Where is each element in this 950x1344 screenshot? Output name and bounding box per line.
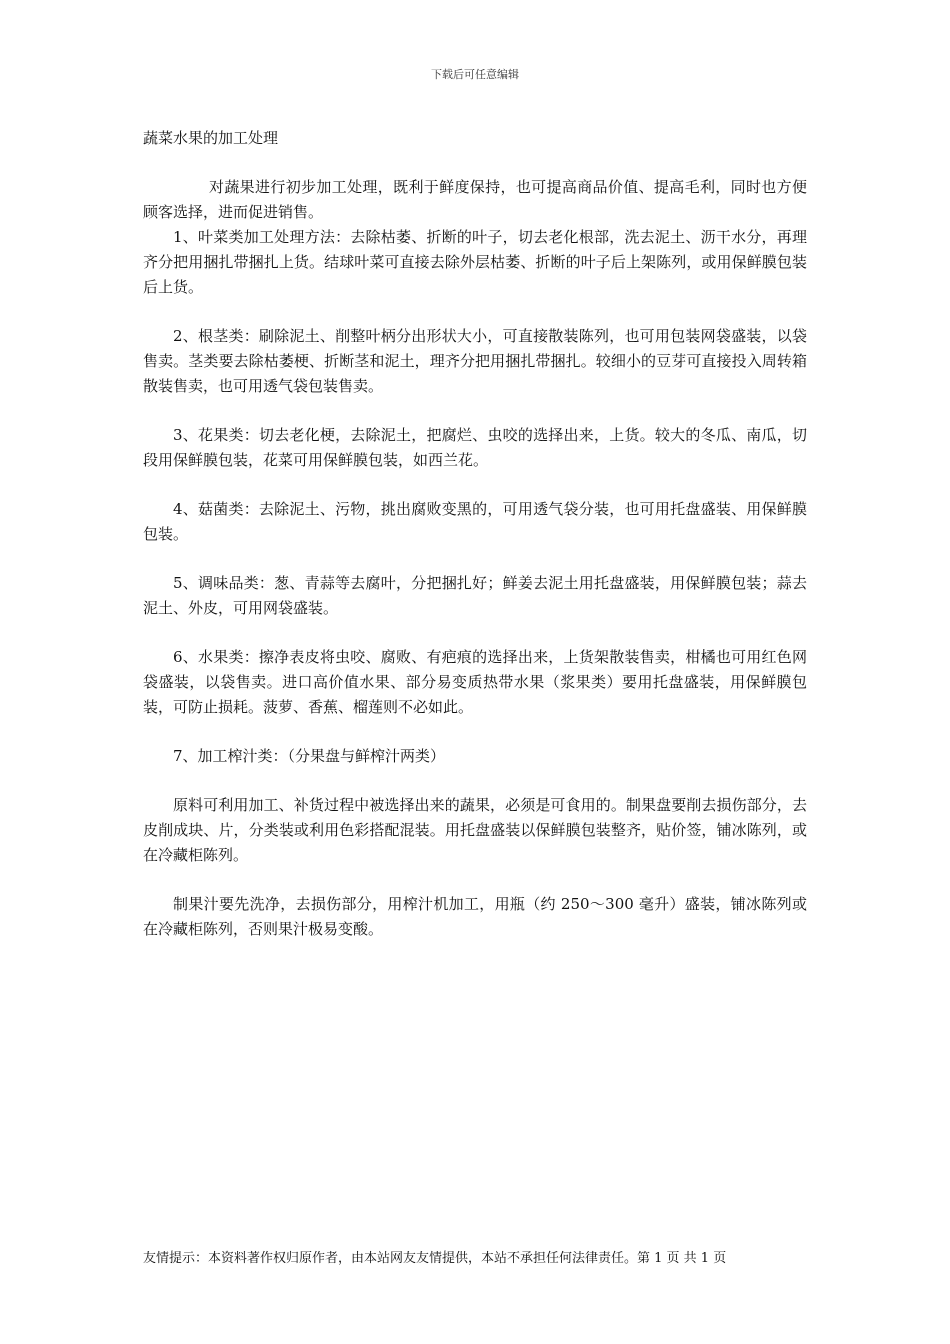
paragraph-fruits: 6、水果类：擦净表皮将虫咬、腐败、有疤痕的选择出来，上货架散装售卖，柑橘也可用红色网袋盛装，以袋售卖。进口高价值水果、部分易变质热带水果（浆果类）要用托盘盛装，用保鲜膜包装，可防止损耗。菠萝、香蕉、榴莲则不必如此。: [143, 648, 807, 716]
paragraph-flower-fruit: 3、花果类：切去老化梗，去除泥土，把腐烂、虫咬的选择出来，上货。较大的冬瓜、南瓜，切段用保鲜膜包装，花菜可用保鲜膜包装，如西兰花。: [143, 426, 807, 469]
paragraph-seasonings: 5、调味品类：葱、青蒜等去腐叶，分把捆扎好；鲜姜去泥土用托盘盛装，用保鲜膜包装；蒜去泥土、外皮，可用网袋盛装。: [143, 574, 807, 617]
paragraph-leafy-vegetables: 1、叶菜类加工处理方法：去除枯萎、折断的叶子，切去老化根部，洗去泥土、沥干水分，再理齐分把用捆扎带捆扎上货。结球叶菜可直接去除外层枯萎、折断的叶子后上架陈列，或用保鲜膜包装后上货。: [143, 228, 807, 296]
paragraph-intro: 对蔬果进行初步加工处理，既利于鲜度保持，也可提高商品价值、提高毛利，同时也方便顾客选择，进而促进销售。: [143, 178, 807, 221]
paragraph-juice-heading: 7、加工榨汁类：（分果盘与鲜榨汁两类）: [173, 747, 446, 765]
document-title: 蔬菜水果的加工处理: [143, 129, 279, 147]
paragraph-root-stem: 2、根茎类：刷除泥土、削整叶柄分出形状大小，可直接散装陈列，也可用包装网袋盛装，以袋售卖。茎类要去除枯萎梗、折断茎和泥土，理齐分把用捆扎带捆扎。较细小的豆芽可直接投入周转箱散装售卖，也可用透气袋包装售卖。: [143, 327, 807, 395]
document-body: [143, 127, 807, 942]
paragraph-mushrooms: 4、菇菌类：去除泥土、污物，挑出腐败变黑的，可用透气袋分装，也可用托盘盛装、用保鲜膜包装。: [143, 500, 807, 543]
page-header: 下载后可任意编辑: [431, 68, 519, 81]
page-footer: 友情提示：本资料著作权归原作者，由本站网友友情提供，本站不承担任何法律责任。第 1 页 共 1 页: [143, 1251, 727, 1266]
paragraph-fruit-platter: 原料可利用加工、补货过程中被选择出来的蔬果，必须是可食用的。制果盘要削去损伤部分，去皮削成块、片，分类装或利用色彩搭配混装。用托盘盛装以保鲜膜包装整齐，贴价签，铺冰陈列，或在冷藏柜陈列。: [143, 796, 807, 864]
paragraph-fresh-juice: 制果汁要先洗净，去损伤部分，用榨汁机加工，用瓶（约 250～300 毫升）盛装，铺冰陈列或在冷藏柜陈列，否则果汁极易变酸。: [143, 895, 807, 938]
